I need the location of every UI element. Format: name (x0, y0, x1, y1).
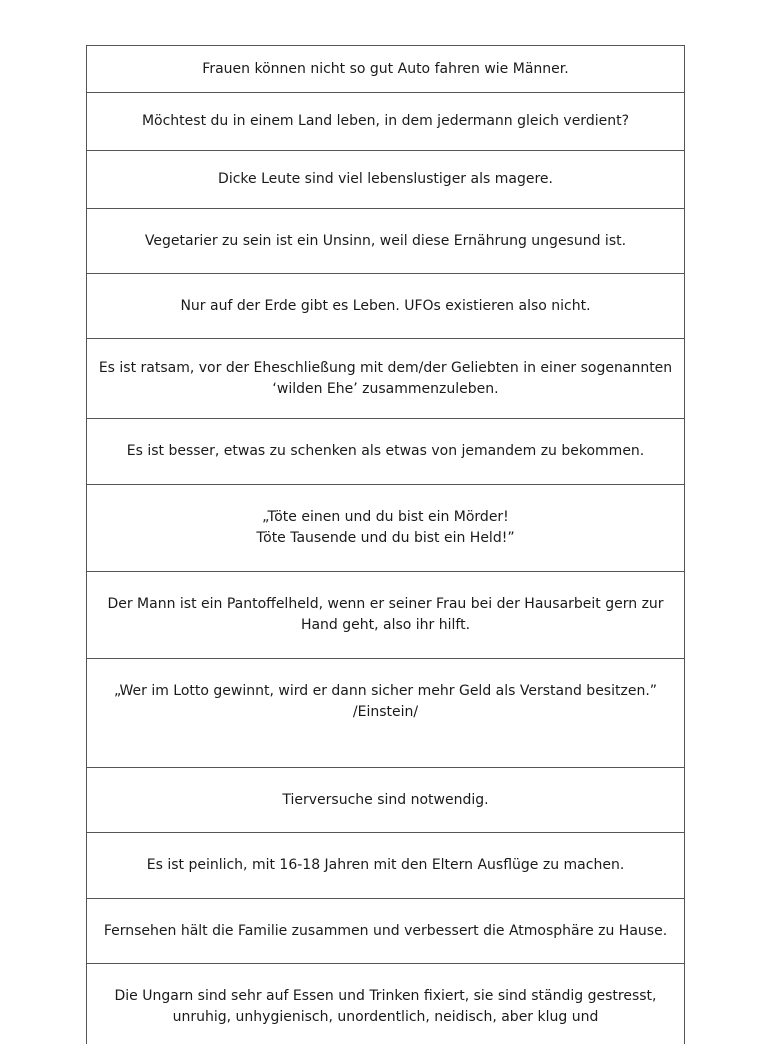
statement-row-8 (87, 485, 684, 572)
statement-row-4 (87, 209, 684, 274)
statement-row-3 (87, 151, 684, 209)
statement-text-3: Dicke Leute sind viel lebenslustiger als magere. (218, 171, 553, 187)
statement-text-9: Der Mann ist ein Pantoffelheld, wenn er seiner Frau bei der Hausarbeit gern zur Hand geht, also ihr hilft. (107, 596, 664, 633)
statement-row-11 (87, 768, 684, 833)
statement-row-2 (87, 93, 684, 151)
statement-row-9 (87, 572, 684, 659)
statement-row-13 (87, 899, 684, 964)
statement-text-12: Es ist peinlich, mit 16-18 Jahren mit den Eltern Ausflüge zu machen. (146, 857, 625, 873)
statement-text-6: Es ist ratsam, vor der Eheschließung mit dem/der Geliebten in einer sogenannten ‘wilden Ehe’ zusammenzuleben. (98, 359, 673, 397)
statement-row-7 (87, 419, 684, 485)
statement-text-2: Möchtest du in einem Land leben, in dem jedermann gleich verdient? (141, 113, 630, 129)
statement-row-10 (87, 659, 684, 768)
statement-text-8: „Töte einen und du bist ein Mörder! Töte Tausende und du bist ein Held!” (256, 509, 515, 546)
statement-row-6 (87, 339, 684, 419)
statement-text-1: Frauen können nicht so gut Auto fahren wie Männer. (202, 60, 569, 77)
statement-text-4: Vegetarier zu sein ist ein Unsinn, weil diese Ernährung ungesund ist. (144, 232, 627, 249)
statement-text-5: Nur auf der Erde gibt es Leben. UFOs existieren also nicht. (180, 297, 591, 314)
statement-row-14 (87, 964, 684, 1044)
statement-text-14: Die Ungarn sind sehr auf Essen und Trinken fixiert, sie sind ständig gestresst, unruhig, unhygienisch, unordentlich, neidisch, aber klug und (114, 988, 657, 1025)
statement-text-7: Es ist besser, etwas zu schenken als etwas von jemandem zu bekommen. (126, 443, 645, 459)
statement-text-11: Tierversuche sind notwendig. (282, 791, 489, 808)
statement-row-1 (87, 46, 684, 93)
statement-text-13: Fernsehen hält die Familie zusammen und verbessert die Atmosphäre zu Hause. (103, 922, 668, 939)
statement-text-10: „Wer im Lotto gewinnt, wird er dann sicher mehr Geld als Verstand besitzen.” /Einstein/ (113, 683, 658, 720)
statement-row-12 (87, 833, 684, 899)
statement-table (86, 45, 685, 1044)
statement-row-5 (87, 274, 684, 339)
